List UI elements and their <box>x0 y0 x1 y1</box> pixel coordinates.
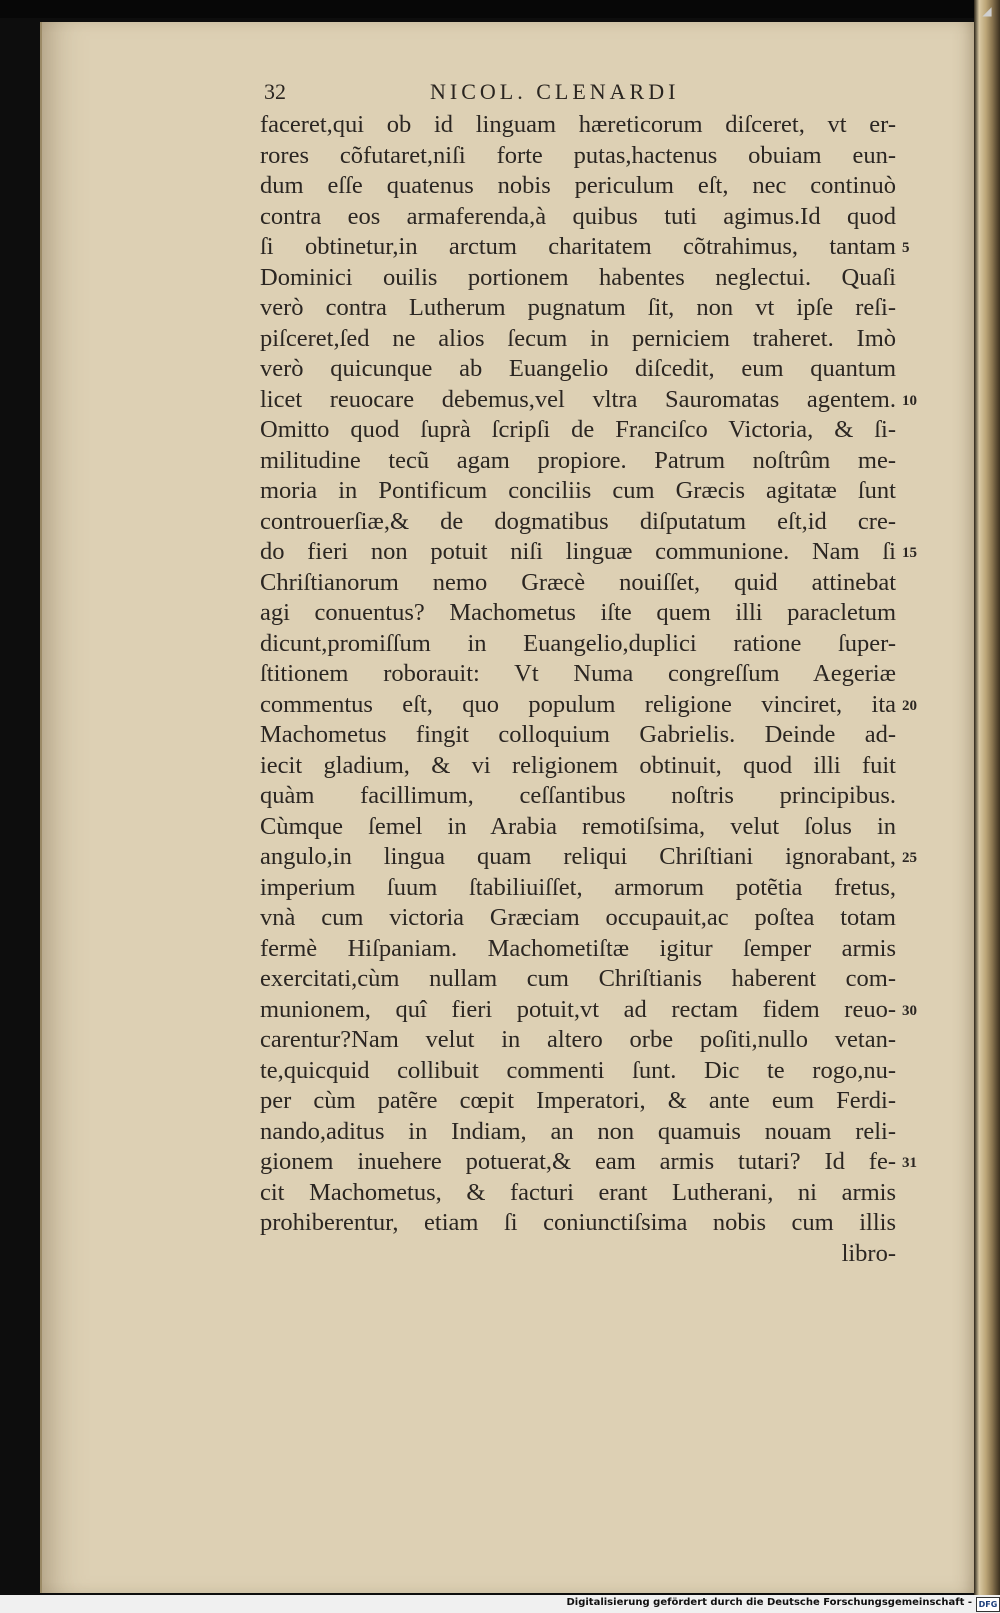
text-line: Cùmque ſemel in Arabia remotiſsima, velut ſolus in <box>260 812 896 840</box>
text-block <box>260 110 896 1269</box>
text-line: prohiberentur, etiam ſi coniunctiſsima nobis cum illis <box>260 1209 896 1236</box>
text-line: carentur?Nam velut in altero orbe poſiti,nullo vetan- <box>260 1026 896 1053</box>
text-line: dicunt,promiſſum in Euangelio,duplici ratione ſuper- <box>260 629 896 657</box>
margin-line-number: 5 <box>902 240 910 256</box>
text-line: dum eſſe quatenus nobis periculum eſt, nec continuò <box>260 172 896 199</box>
text-line: nando,aditus in Indiam, an non quamuis nouam reli- <box>260 1117 896 1145</box>
margin-line-number: 25 <box>902 850 917 866</box>
text-line: ſi obtinetur,in arctum charitatem cõtrahimus, tantam <box>260 233 896 260</box>
book-fore-edge <box>974 0 1000 1595</box>
text-line: vnà cum victoria Græciam occupauit,ac poſtea totam <box>260 904 896 931</box>
running-head: NICOL. CLENARDI <box>430 79 680 104</box>
margin-line-number: 30 <box>902 1002 917 1019</box>
text-line: te,quicquid collibuit commenti ſunt. Dic te rogo,nu- <box>260 1056 896 1084</box>
text-line: moria in Pontificum conciliis cum Græcis agitatæ ſunt <box>260 477 896 504</box>
text-line: piſceret,ſed ne alios ſecum in perniciem traheret. Imò <box>260 324 896 352</box>
text-line: controuerſiæ,& de dogmatibus diſputatum eſt,id cre- <box>260 507 896 535</box>
text-line: licet reuocare debemus,vel vltra Sauromatas agentem. <box>260 385 896 413</box>
text-line: Chriſtianorum nemo Græcè nouiſſet, quid attinebat <box>260 568 896 596</box>
dfg-logo: DFG <box>976 1597 1000 1612</box>
text-line: do fieri non potuit niſi linguæ communione. Nam ſi <box>260 538 896 565</box>
text-line: angulo,in lingua quam reliqui Chriſtiani ignorabant, <box>260 843 896 870</box>
text-line: per cùm patẽre cœpit Imperatori, & ante eum Ferdi- <box>260 1087 896 1114</box>
text-line: agi conuentus? Machometus iſte quem illi paracletum <box>260 599 896 626</box>
text-line: militudine tecũ agam propiore. Patrum noſtrûm me- <box>260 446 896 474</box>
text-line: verò quicunque ab Euangelio diſcedit, eum quantum <box>260 355 896 382</box>
text-line: exercitati,cùm nullam cum Chriſtianis haberent com- <box>260 965 896 992</box>
viewer-top-bar <box>0 0 1000 18</box>
text-line: rores cõfutaret,niſi forte putas,hactenus obuiam eun- <box>260 141 896 169</box>
text-line: ſtitionem roborauit: Vt Numa congreſſum Aegeriæ <box>260 660 896 687</box>
text-line: verò contra Lutherum pugnatum ſit, non vt ipſe reſi- <box>260 294 896 321</box>
text-line: Omitto quod ſuprà ſcripſi de Franciſco Victoria, & ſi- <box>260 416 896 443</box>
margin-line-number: 31 <box>902 1155 917 1171</box>
text-line: iecit gladium, & vi religionem obtinuit, quod illi fuit <box>260 751 896 779</box>
text-line: gionem inuehere potuerat,& eam armis tutari? Id fe- <box>260 1148 896 1175</box>
text-line: imperium ſuum ſtabiliuiſſet, armorum potẽtia fretus, <box>260 873 896 901</box>
text-line: Machometus fingit colloquium Gabrielis. Deinde ad- <box>260 721 896 748</box>
margin-line-number: 15 <box>902 545 917 561</box>
page-number: 32 <box>264 79 286 104</box>
book-page <box>40 22 974 1593</box>
text-line: fermè Hiſpaniam. Machometiſtæ igitur ſemper armis <box>260 934 896 962</box>
text-line: libro- <box>841 1239 896 1267</box>
text-line: contra eos armaferenda,à quibus tuti agimus.Id quod <box>260 202 896 230</box>
margin-line-number: 10 <box>902 392 917 409</box>
margin-line-number: 20 <box>902 697 917 714</box>
text-line: cit Machometus, & facturi erant Lutherani, ni armis <box>260 1178 896 1206</box>
text-line: Dominici ouilis portionem habentes neglectui. Quaſi <box>260 263 896 291</box>
text-line: commentus eſt, quo populum religione vinciret, ita <box>260 690 896 718</box>
text-line: faceret,qui ob id linguam hæreticorum diſceret, vt er- <box>260 111 896 138</box>
digitization-credit: Digitalisierung gefördert durch die Deutsche Forschungsgemeinschaft - <box>566 1597 972 1608</box>
corner-mark-icon: ◢ <box>982 4 992 18</box>
text-line: quàm facillimum, ceſſantibus noſtris principibus. <box>260 782 896 809</box>
text-line: munionem, quî fieri potuit,vt ad rectam fidem reuo- <box>260 995 896 1023</box>
